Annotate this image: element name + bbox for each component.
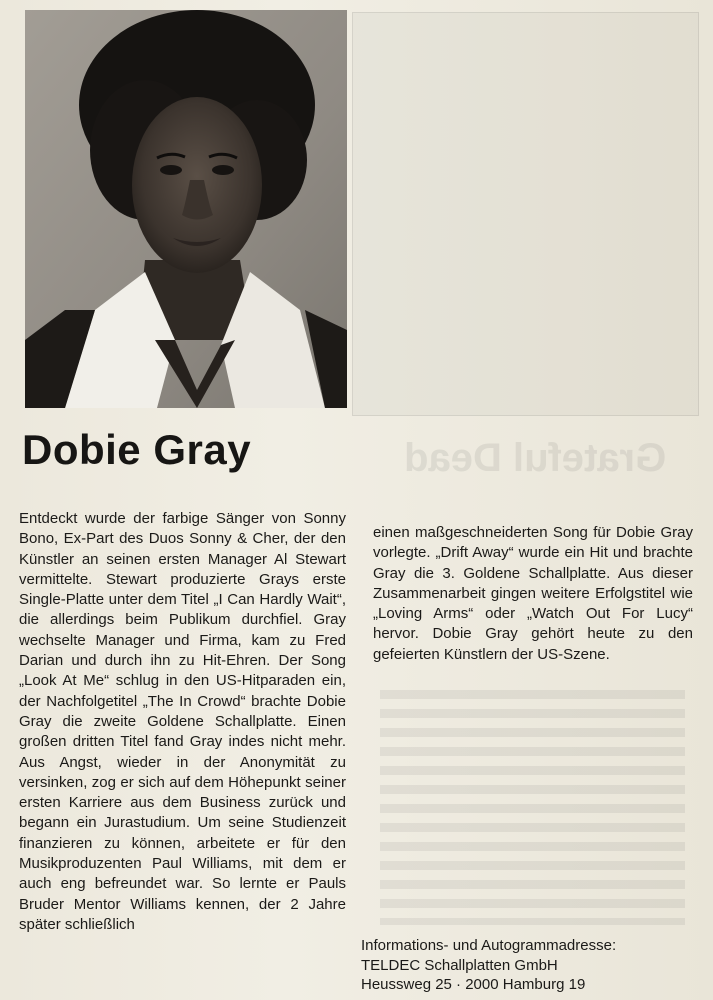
article-body-right-column: einen maßgeschneiderten Song für Dobie Gray vorlegte. „Drift Away“ wurde ein Hit und brachte Gray die 3. Goldene Schallplatte. Aus dieser Zusammenarbeit gingen weitere Erfolgstitel wie „Loving Arms“ oder „Watch Out For Lucy“ hervor. Dobie Gray gehört heute zu den gefeierten Künstlern der US-Szene. [373,524,693,663]
reverse-page-title: Grateful Dead [404,436,667,480]
article-title: Dobie Gray [22,426,252,473]
reverse-page-photo-shadow [352,12,699,416]
contact-address: Heussweg 25 · 2000 Hamburg 19 [361,976,586,993]
contact-company: TELDEC Schallplatten GmbH [361,956,558,974]
contact-heading: Informations- und Autogrammadresse: [361,937,617,954]
artist-photo [25,10,347,408]
portrait-image [25,10,347,408]
reverse-page-text-shadow [380,690,685,925]
article-body-left-column: Entdeckt wurde der farbige Sänger von Sonny Bono, Ex-Part des Duos Sonny & Cher, der den Künstler an seinen ersten Manager Al Stewart vermittelte. Stewart produzierte Grays erste Single-Platte unter dem Titel „I Can Hardly Wait“, die allerdings beim Publikum durchfiel. Gray wechselte Manager und Firma, kam zu Fred Darian und durch ihn zu Hit-Ehren. Der Song „Look At Me“ schlug in den US-Hitparaden ein, der Nachfolgetitel „The In Crowd“ brachte Dobie Gray die zweite Goldene Schallplatte. Einen großen dritten Titel fand Gray indes nicht mehr. Aus Angst, wieder in der Anonymität zu versinken, zog er sich auf dem Höhepunkt seiner ersten Karriere aus dem Business zurück und begann ein Jurastudium. Um seine Studienzeit finanzieren zu können, arbeitete er für den Musikproduzenten Paul Williams, mit dem er auch eng befreundet war. So lernte er Pauls Bruder Mentor Williams kennen, der 2 Jahre später schließlich [19,510,346,933]
contact-address-block [361,936,706,995]
